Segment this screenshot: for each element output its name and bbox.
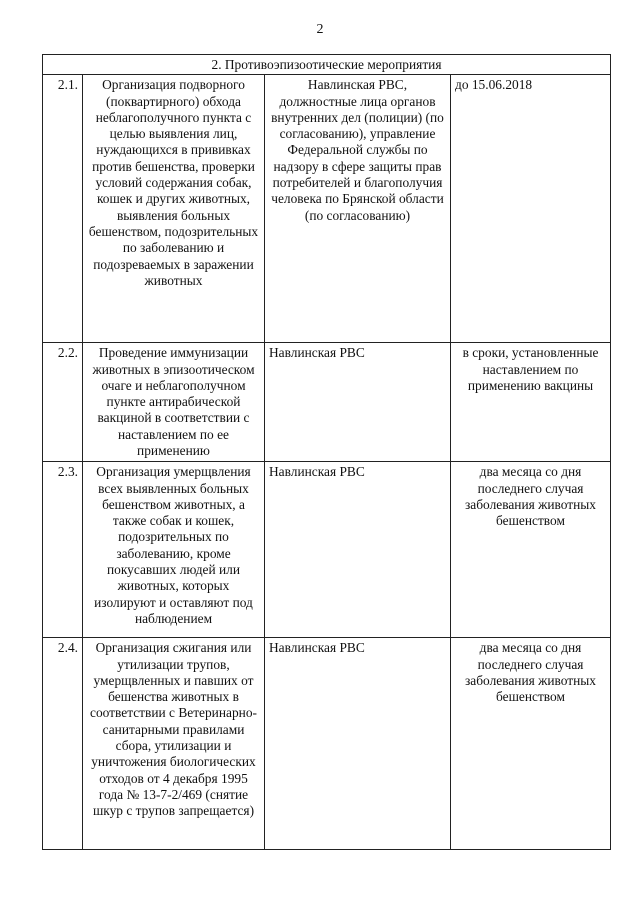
row-number: 2.1. xyxy=(43,75,83,343)
activity-cell: Организация сжигания или утилизации трупов, умерщвленных и павших от бешенства животных в соответствии с Ветеринарно-санитарными правилами сбора, утилизации и уничтожения биологических отходов от 4 декабря 1995 года № 13-7-2/469 (снятие шкур с трупов запрещается) xyxy=(83,638,265,850)
row-number: 2.3. xyxy=(43,462,83,638)
row-number: 2.4. xyxy=(43,638,83,850)
deadline-cell: в сроки, установленные наставлением по применению вакцины xyxy=(451,343,611,462)
deadline-cell: два месяца со дня последнего случая заболевания животных бешенством xyxy=(451,638,611,850)
section-title: 2. Противоэпизоотические мероприятия xyxy=(43,55,611,75)
measures-table xyxy=(42,54,611,850)
table-row xyxy=(43,343,611,462)
row-number: 2.2. xyxy=(43,343,83,462)
section-header-row xyxy=(43,55,611,75)
table-row xyxy=(43,75,611,343)
table-row xyxy=(43,462,611,638)
executor-cell: Навлинская РВС xyxy=(265,638,451,850)
activity-cell: Организация умерщвления всех выявленных больных бешенством животных, а также собак и кошек, подозрительных по заболеванию, кроме покусавших людей или животных, которых изолируют и оставляют под наблюдением xyxy=(83,462,265,638)
page-number: 2 xyxy=(316,22,324,37)
executor-cell: Навлинская РВС xyxy=(265,462,451,638)
activity-cell: Организация подворного (поквартирного) обхода неблагополучного пункта с целью выявления лиц, нуждающихся в прививках против бешенства, проверки условий содержания собак, кошек и других животных, выявления больных бешенством, подозрительных по заболеванию и подозреваемых в заражении животных xyxy=(83,75,265,343)
executor-cell: Навлинская РВС, должностные лица органов внутренних дел (полиции) (по согласованию), управление Федеральной службы по надзору в сфере защиты прав потребителей и благополучия человека по Брянской области (по согласованию) xyxy=(265,75,451,343)
executor-cell: Навлинская РВС xyxy=(265,343,451,462)
deadline-cell: два месяца со дня последнего случая заболевания животных бешенством xyxy=(451,462,611,638)
deadline-cell: до 15.06.2018 xyxy=(451,75,611,343)
activity-cell: Проведение иммунизации животных в эпизоотическом очаге и неблагополучном пункте антирабической вакциной в соответствии с наставлением по ее применению xyxy=(83,343,265,462)
table-row xyxy=(43,638,611,850)
